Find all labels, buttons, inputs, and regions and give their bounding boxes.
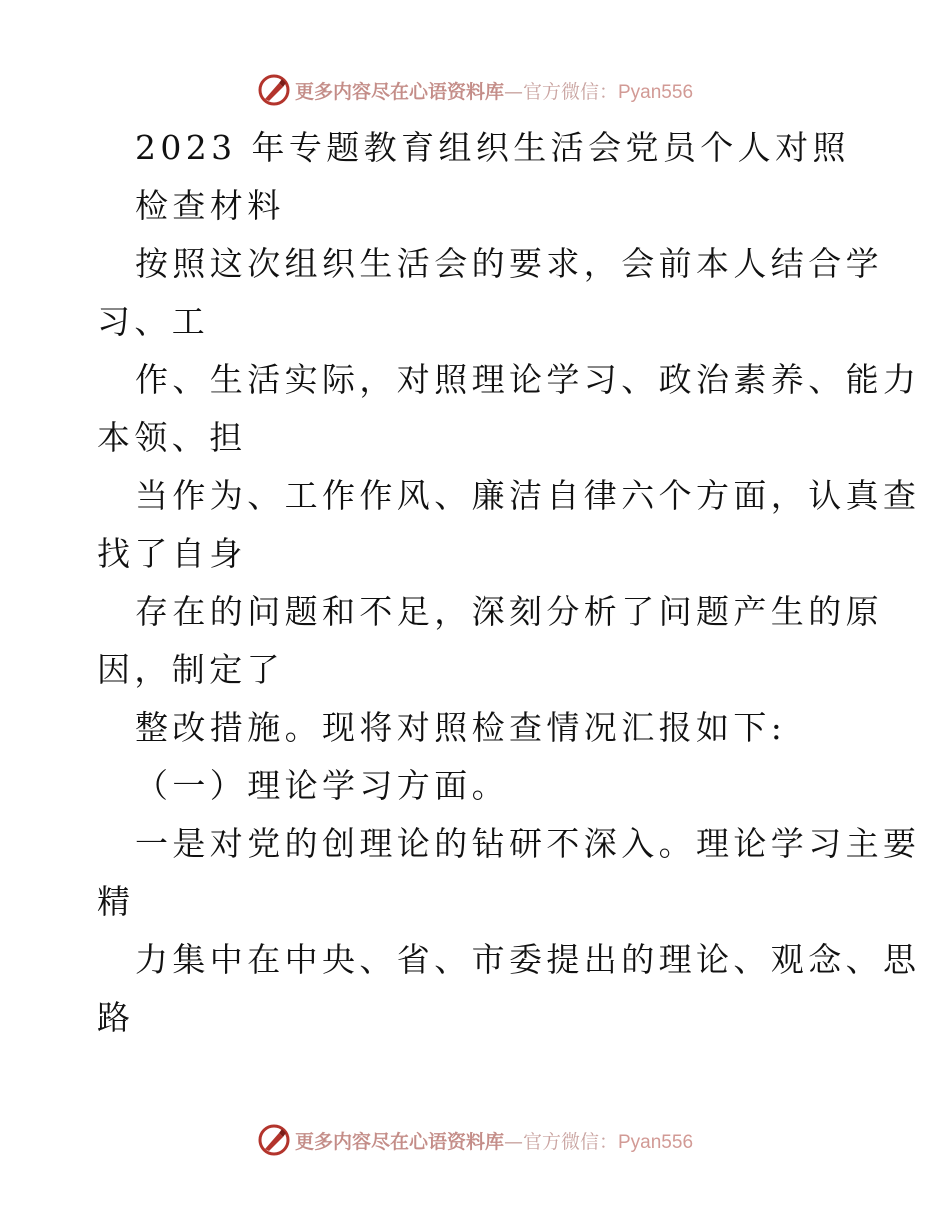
watermark-wechat-label: 官方微信： — [522, 1130, 618, 1153]
doc-title-line-2: 检查材料 — [135, 186, 285, 225]
watermark-dash: — — [503, 1130, 523, 1153]
watermark-wechat-id: Pyan556 — [618, 81, 694, 103]
paragraph-line: 当作为、工作作风、廉洁自律六个方面，认真查 — [135, 476, 921, 515]
watermark-wechat-label: 官方微信： — [522, 80, 618, 103]
paragraph-line: 存在的问题和不足，深刻分析了问题产生的原 — [135, 592, 883, 631]
paragraph-line: 因，制定了 — [97, 650, 284, 689]
watermark-dash: — — [503, 80, 523, 103]
pen-logo-icon — [257, 73, 291, 107]
watermark-brand: 更多内容尽在心语资料库 — [294, 1130, 504, 1153]
paragraph-line: 整改措施。现将对照检查情况汇报如下: — [135, 708, 787, 747]
paragraph-line: 作、生活实际，对照理论学习、政治素养、能力 — [135, 360, 921, 399]
header-watermark — [0, 70, 950, 110]
paragraph-line: 找了自身 — [97, 534, 247, 573]
paragraph-line: 一是对党的创理论的钻研不深入。理论学习主要 — [135, 824, 921, 863]
paragraph-line: 习、工 — [97, 302, 210, 341]
footer-watermark — [0, 1120, 950, 1160]
section-heading: （一）理论学习方面。 — [135, 766, 509, 805]
doc-title-line-1: 2023 年专题教育组织生活会党员个人对照 — [135, 128, 850, 167]
paragraph-line: 力集中在中央、省、市委提出的理论、观念、思 — [135, 940, 921, 979]
paragraph-line: 按照这次组织生活会的要求，会前本人结合学 — [135, 244, 883, 283]
paragraph-line: 本领、担 — [97, 418, 247, 457]
pen-logo-icon — [257, 1123, 291, 1157]
watermark-brand: 更多内容尽在心语资料库 — [294, 80, 504, 103]
watermark-wechat-id: Pyan556 — [618, 1131, 694, 1153]
paragraph-line: 精 — [97, 882, 135, 921]
paragraph-line: 路 — [97, 998, 135, 1037]
